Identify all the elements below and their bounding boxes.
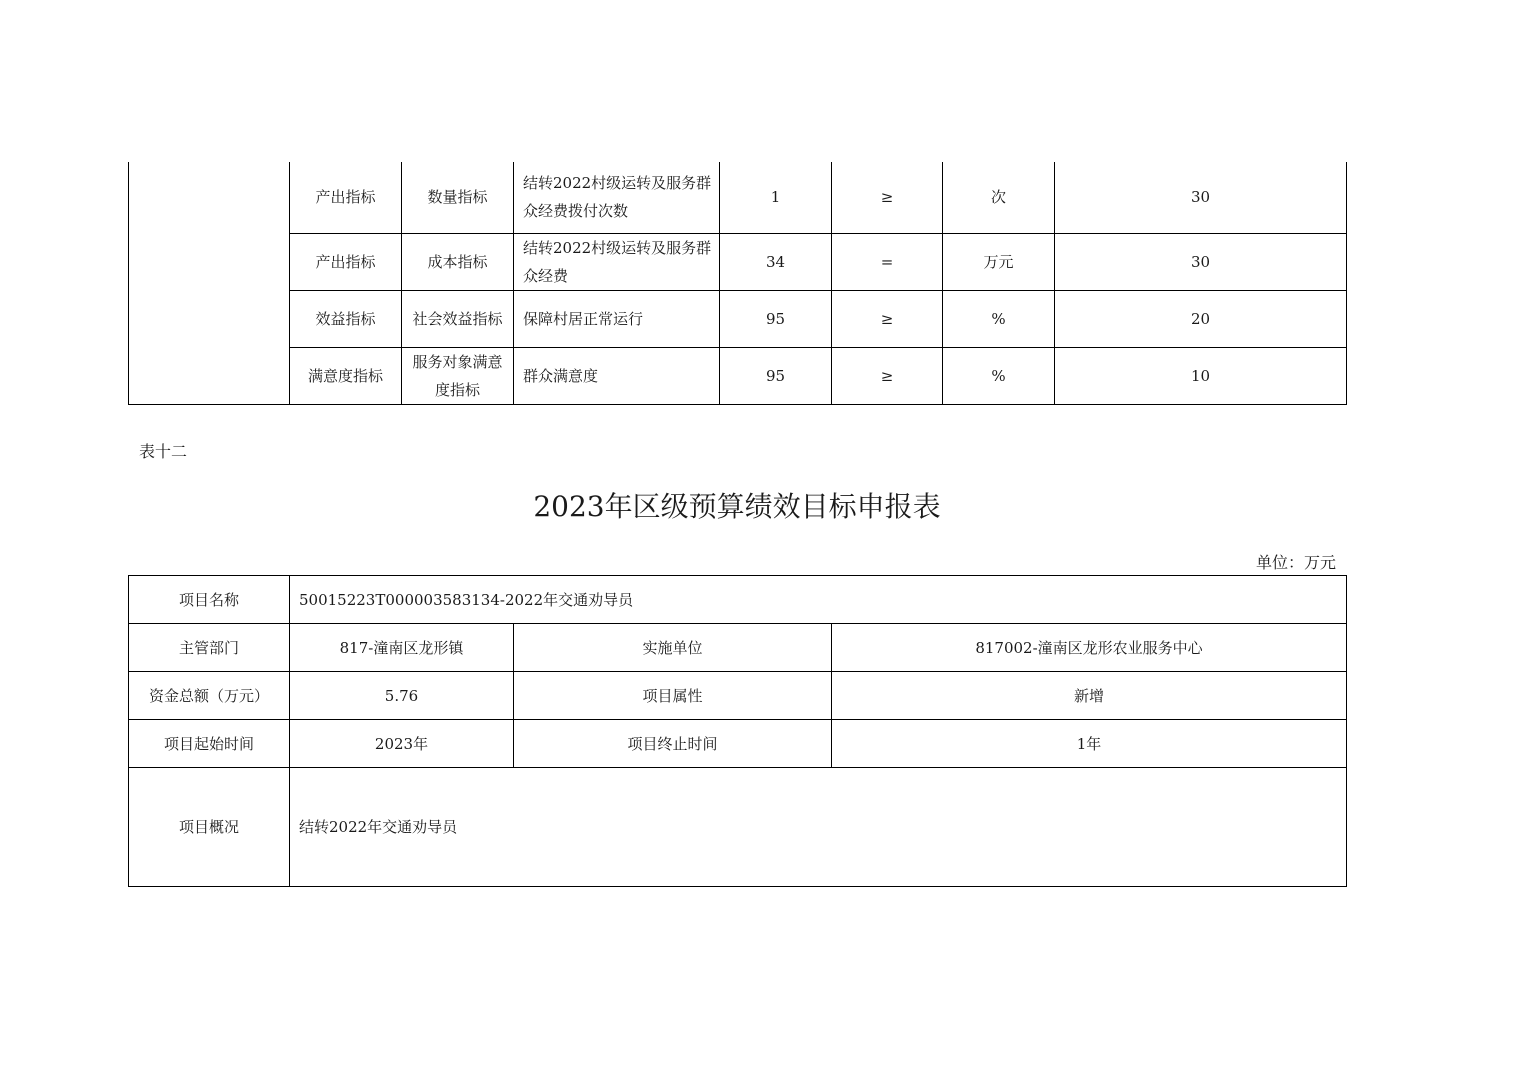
project-name-label: 项目名称 [129, 576, 290, 624]
indicator-unit: % [943, 290, 1055, 347]
indicator-weight: 30 [1055, 233, 1347, 290]
indicator-value: 95 [720, 347, 832, 404]
project-info-table [128, 575, 1347, 887]
end-label: 项目终止时间 [514, 720, 832, 768]
attr-label: 项目属性 [514, 672, 832, 720]
table-row [129, 233, 1347, 290]
overview-label: 项目概况 [129, 768, 290, 887]
end-value: 1年 [832, 720, 1347, 768]
indicator-unit: 万元 [943, 233, 1055, 290]
overview-value: 结转2022年交通劝导员 [290, 768, 1347, 887]
total-label: 资金总额（万元） [129, 672, 290, 720]
dept-label: 主管部门 [129, 624, 290, 672]
indicator-name: 保障村居正常运行 [514, 290, 720, 347]
table-row [129, 768, 1347, 887]
indicator-weight: 30 [1055, 162, 1347, 233]
table-row [129, 347, 1347, 404]
total-value: 5.76 [290, 672, 514, 720]
indicator-value: 34 [720, 233, 832, 290]
page-title: 2023年区级预算绩效目标申报表 [533, 490, 941, 523]
attr-value: 新增 [832, 672, 1347, 720]
unit-label: 单位：万元 [1255, 553, 1336, 572]
table-row [129, 162, 1347, 233]
indicator-operator: = [832, 233, 943, 290]
table-row [129, 576, 1347, 624]
table-row [129, 624, 1347, 672]
indicator-value: 1 [720, 162, 832, 233]
performance-indicator-table [128, 162, 1347, 405]
indicator-level2: 社会效益指标 [402, 290, 514, 347]
start-value: 2023年 [290, 720, 514, 768]
table-row [129, 672, 1347, 720]
table-row [129, 290, 1347, 347]
dept-value: 817-潼南区龙形镇 [290, 624, 514, 672]
table-label: 表十二 [139, 442, 188, 461]
indicator-name: 群众满意度 [514, 347, 720, 404]
indicator-level1: 产出指标 [290, 233, 402, 290]
indicator-unit: 次 [943, 162, 1055, 233]
indicator-unit: % [943, 347, 1055, 404]
indicator-level1: 效益指标 [290, 290, 402, 347]
indicator-weight: 10 [1055, 347, 1347, 404]
indicator-operator: ≥ [832, 347, 943, 404]
indicator-level2: 成本指标 [402, 233, 514, 290]
indicator-level2: 数量指标 [402, 162, 514, 233]
indicator-value: 95 [720, 290, 832, 347]
indicator-operator: ≥ [832, 162, 943, 233]
indicator-weight: 20 [1055, 290, 1347, 347]
indicator-level1: 满意度指标 [290, 347, 402, 404]
table-row [129, 720, 1347, 768]
impl-unit-value: 817002-潼南区龙形农业服务中心 [832, 624, 1347, 672]
indicator-level2: 服务对象满意度指标 [402, 347, 514, 404]
indicator-name: 结转2022村级运转及服务群众经费拨付次数 [514, 162, 720, 233]
indicator-name: 结转2022村级运转及服务群众经费 [514, 233, 720, 290]
impl-unit-label: 实施单位 [514, 624, 832, 672]
project-name-value: 50015223T000003583134-2022年交通劝导员 [290, 576, 1347, 624]
start-label: 项目起始时间 [129, 720, 290, 768]
indicator-operator: ≥ [832, 290, 943, 347]
indicator-level1: 产出指标 [290, 162, 402, 233]
merged-blank-cell [129, 162, 290, 404]
